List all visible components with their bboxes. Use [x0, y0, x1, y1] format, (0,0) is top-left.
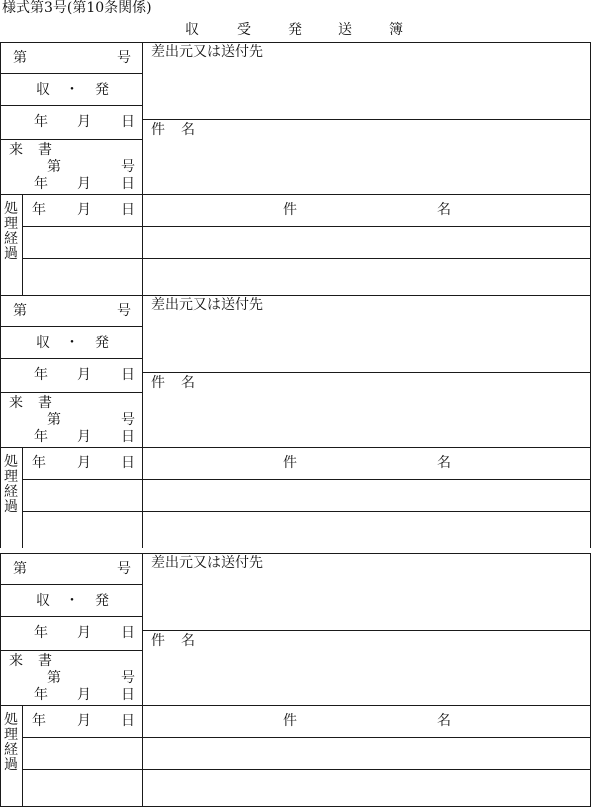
send-label: 発 — [95, 335, 109, 351]
subject-label-ken: 件 — [151, 633, 165, 649]
subject-label-mei: 名 — [181, 375, 195, 391]
title-char: 送 — [338, 22, 352, 38]
date-month-label: 月 — [77, 625, 91, 641]
processing-history-label: 処 理 経 過 — [4, 454, 18, 515]
number-label-dai: 第 — [13, 561, 27, 577]
date-year-label: 年 — [34, 367, 48, 383]
process-subject-mei: 名 — [437, 713, 451, 729]
process-subject-ken: 件 — [283, 455, 297, 471]
send-label: 発 — [95, 593, 109, 609]
incoming-date-year: 年 — [34, 687, 48, 703]
incoming-number-go: 号 — [121, 159, 135, 175]
form-number: 様式第3号(第10条関係) — [2, 0, 152, 16]
process-date-month: 月 — [77, 455, 91, 471]
process-subject-ken: 件 — [283, 713, 297, 729]
process-subject-ken: 件 — [283, 202, 297, 218]
table-bottom-border — [0, 806, 591, 807]
incoming-number-dai: 第 — [47, 159, 61, 175]
incoming-doc-label-sho: 書 — [38, 395, 52, 411]
process-row-subject-cell[interactable] — [143, 770, 590, 805]
number-label-go: 号 — [117, 50, 131, 66]
process-row-date-cell[interactable] — [23, 480, 142, 511]
date-month-label: 月 — [77, 367, 91, 383]
title-char: 簿 — [389, 22, 403, 38]
number-label-go: 号 — [117, 303, 131, 319]
process-row-date-cell[interactable] — [23, 259, 142, 294]
receive-label: 収 — [36, 335, 50, 351]
sender-recipient-label: 差出元又は送付先 — [151, 44, 263, 60]
process-row-date-cell[interactable] — [23, 512, 142, 547]
incoming-doc-label-sho: 書 — [38, 653, 52, 669]
receive-label: 収 — [36, 593, 50, 609]
process-row-subject-cell[interactable] — [143, 227, 590, 258]
incoming-number-dai: 第 — [47, 412, 61, 428]
incoming-date-month: 月 — [77, 429, 91, 445]
title-char: 収 — [185, 22, 199, 38]
process-subject-mei: 名 — [437, 202, 451, 218]
process-row-date-cell[interactable] — [23, 770, 142, 805]
incoming-date-month: 月 — [77, 176, 91, 192]
process-date-day: 日 — [121, 202, 135, 218]
process-date-year: 年 — [32, 202, 46, 218]
subject-label-mei: 名 — [181, 633, 195, 649]
process-date-year: 年 — [32, 713, 46, 729]
send-label: 発 — [95, 82, 109, 98]
title-char: 受 — [237, 22, 251, 38]
number-label-dai: 第 — [13, 303, 27, 319]
processing-history-label: 処 理 経 過 — [4, 201, 18, 262]
incoming-date-month: 月 — [77, 687, 91, 703]
sender-recipient-label: 差出元又は送付先 — [151, 555, 263, 571]
incoming-doc-label-rai: 来 — [9, 653, 23, 669]
separator-dot: ・ — [65, 82, 79, 98]
sender-recipient-label: 差出元又は送付先 — [151, 297, 263, 313]
processing-history-label: 処 理 経 過 — [4, 712, 18, 773]
process-row-subject-cell[interactable] — [143, 738, 590, 769]
process-date-year: 年 — [32, 455, 46, 471]
incoming-number-go: 号 — [121, 670, 135, 686]
process-date-day: 日 — [121, 713, 135, 729]
process-row-subject-cell[interactable] — [143, 480, 590, 511]
date-day-label: 日 — [121, 625, 135, 641]
incoming-date-year: 年 — [34, 429, 48, 445]
process-row-date-cell[interactable] — [23, 738, 142, 769]
incoming-number-go: 号 — [121, 412, 135, 428]
incoming-date-year: 年 — [34, 176, 48, 192]
subject-label-ken: 件 — [151, 122, 165, 138]
separator-dot: ・ — [65, 335, 79, 351]
incoming-doc-label-rai: 来 — [9, 142, 23, 158]
date-year-label: 年 — [34, 625, 48, 641]
number-label-dai: 第 — [13, 50, 27, 66]
incoming-date-day: 日 — [121, 176, 135, 192]
separator-dot: ・ — [65, 593, 79, 609]
incoming-date-day: 日 — [121, 687, 135, 703]
number-label-go: 号 — [117, 561, 131, 577]
incoming-number-dai: 第 — [47, 670, 61, 686]
subject-label-ken: 件 — [151, 375, 165, 391]
date-day-label: 日 — [121, 367, 135, 383]
incoming-doc-label-sho: 書 — [38, 142, 52, 158]
process-row-date-cell[interactable] — [23, 227, 142, 258]
process-row-subject-cell[interactable] — [143, 512, 590, 547]
process-subject-mei: 名 — [437, 455, 451, 471]
process-row-subject-cell[interactable] — [143, 259, 590, 294]
process-date-month: 月 — [77, 713, 91, 729]
date-month-label: 月 — [77, 114, 91, 130]
process-date-day: 日 — [121, 455, 135, 471]
date-year-label: 年 — [34, 114, 48, 130]
receive-label: 収 — [36, 82, 50, 98]
date-day-label: 日 — [121, 114, 135, 130]
subject-label-mei: 名 — [181, 122, 195, 138]
incoming-date-day: 日 — [121, 429, 135, 445]
process-date-month: 月 — [77, 202, 91, 218]
incoming-doc-label-rai: 来 — [9, 395, 23, 411]
title-char: 発 — [288, 22, 302, 38]
